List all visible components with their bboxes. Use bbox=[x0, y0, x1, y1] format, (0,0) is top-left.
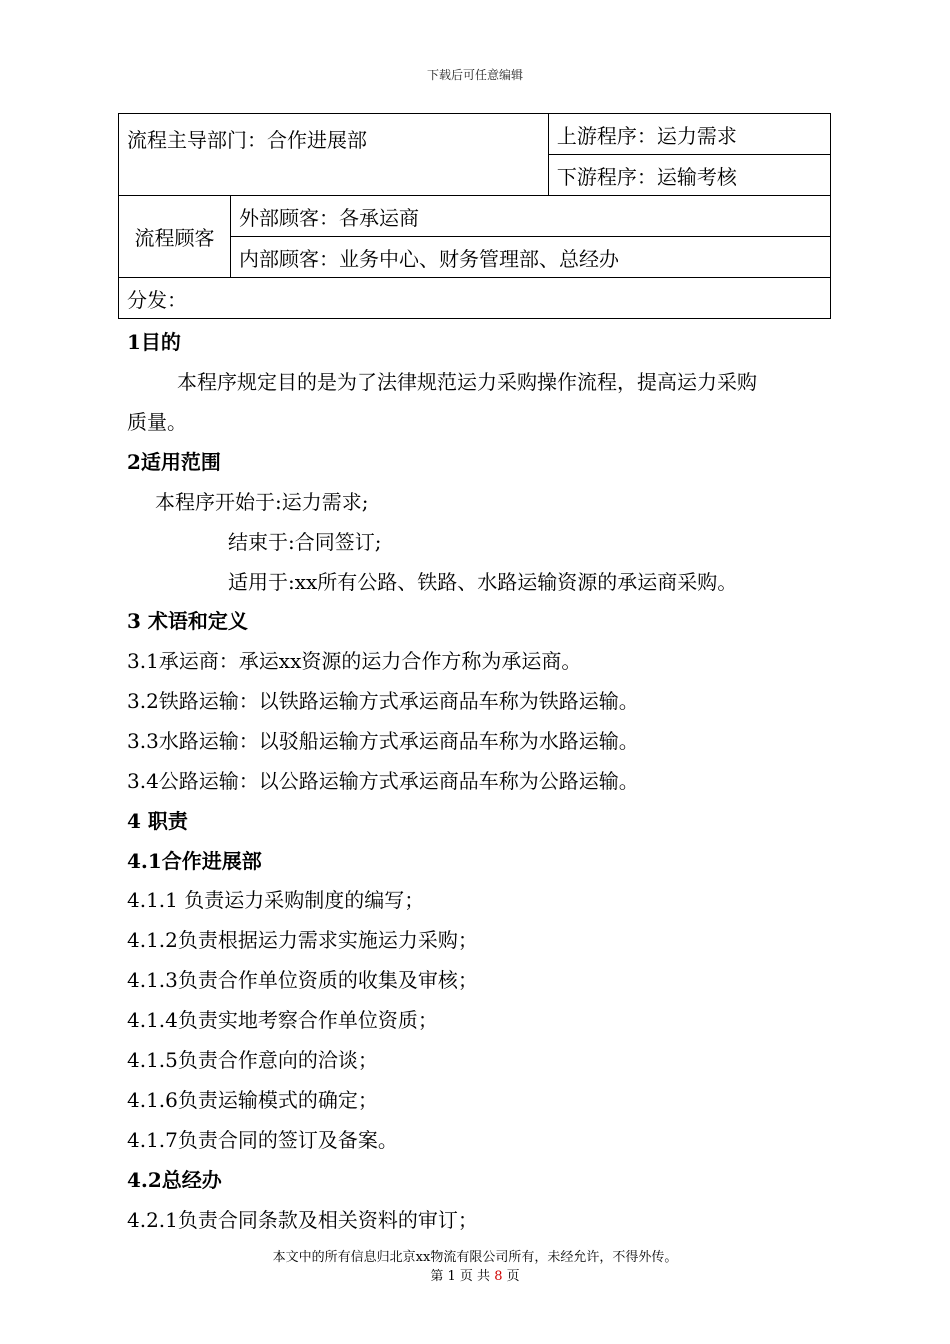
section-1-heading: 1目的 bbox=[127, 330, 181, 354]
duty-4-1-4: 4.1.4负责实地考察合作单位资质； bbox=[127, 1008, 438, 1032]
external-customer-cell: 外部顾客：各承运商 bbox=[231, 196, 831, 237]
duty-4-1-2: 4.1.2负责根据运力需求实施运力采购； bbox=[127, 928, 478, 952]
duty-4-1-6: 4.1.6负责运输模式的确定； bbox=[127, 1088, 378, 1112]
duty-4-1-7: 4.1.7负责合同的签订及备案。 bbox=[127, 1128, 398, 1152]
definition-3-1: 3.1承运商：承运xx资源的运力合作方称为承运商。 bbox=[127, 649, 582, 673]
lead-department-cell: 流程主导部门：合作进展部 bbox=[119, 114, 549, 196]
downstream-cell: 下游程序：运输考核 bbox=[548, 155, 830, 196]
internal-customer-cell: 内部顾客：业务中心、财务管理部、总经办 bbox=[231, 237, 831, 278]
duty-4-1-5: 4.1.5负责合作意向的洽谈； bbox=[127, 1048, 378, 1072]
page-number bbox=[0, 1265, 950, 1284]
section-2-line2: 结束于:合同签订; bbox=[228, 530, 382, 554]
section-4-2-heading: 4.2总经办 bbox=[127, 1168, 222, 1192]
section-2-line3: 适用于:xx所有公路、铁路、水路运输资源的承运商采购。 bbox=[228, 570, 738, 594]
section-4-heading: 4 职责 bbox=[127, 809, 188, 833]
distribution-cell: 分发： bbox=[119, 278, 831, 319]
definition-3-4: 3.4公路运输：以公路运输方式承运商品车称为公路运输。 bbox=[127, 769, 639, 793]
section-3-heading: 3 术语和定义 bbox=[127, 609, 248, 633]
header-note: 下载后可任意编辑 bbox=[426, 68, 523, 82]
section-1-body-line2: 质量。 bbox=[127, 410, 187, 434]
duty-4-1-3: 4.1.3负责合作单位资质的收集及审核； bbox=[127, 968, 478, 992]
page-suffix: 页 bbox=[502, 1269, 520, 1284]
duty-4-1-1: 4.1.1 负责运力采购制度的编写； bbox=[127, 888, 425, 912]
duty-4-2-1: 4.2.1负责合同条款及相关资料的审订； bbox=[127, 1208, 478, 1232]
upstream-cell: 上游程序：运力需求 bbox=[548, 114, 830, 155]
definition-3-3: 3.3水路运输：以驳船运输方式承运商品车称为水路运输。 bbox=[127, 729, 639, 753]
section-4-1-heading: 4.1合作进展部 bbox=[127, 849, 262, 873]
customer-label-cell: 流程顾客 bbox=[119, 196, 231, 278]
section-2-heading: 2适用范围 bbox=[127, 450, 221, 474]
page-total: 8 bbox=[494, 1269, 503, 1284]
section-1-body-line1: 本程序规定目的是为了法律规范运力采购操作流程，提高运力采购 bbox=[177, 370, 757, 394]
section-2-line1: 本程序开始于:运力需求; bbox=[155, 490, 369, 514]
process-info-table bbox=[118, 113, 831, 319]
page-prefix: 第 1 页 共 bbox=[430, 1269, 495, 1284]
definition-3-2: 3.2铁路运输：以铁路运输方式承运商品车称为铁路运输。 bbox=[127, 689, 639, 713]
footer-notice: 本文中的所有信息归北京xx物流有限公司所有，未经允许，不得外传。 bbox=[272, 1250, 678, 1265]
